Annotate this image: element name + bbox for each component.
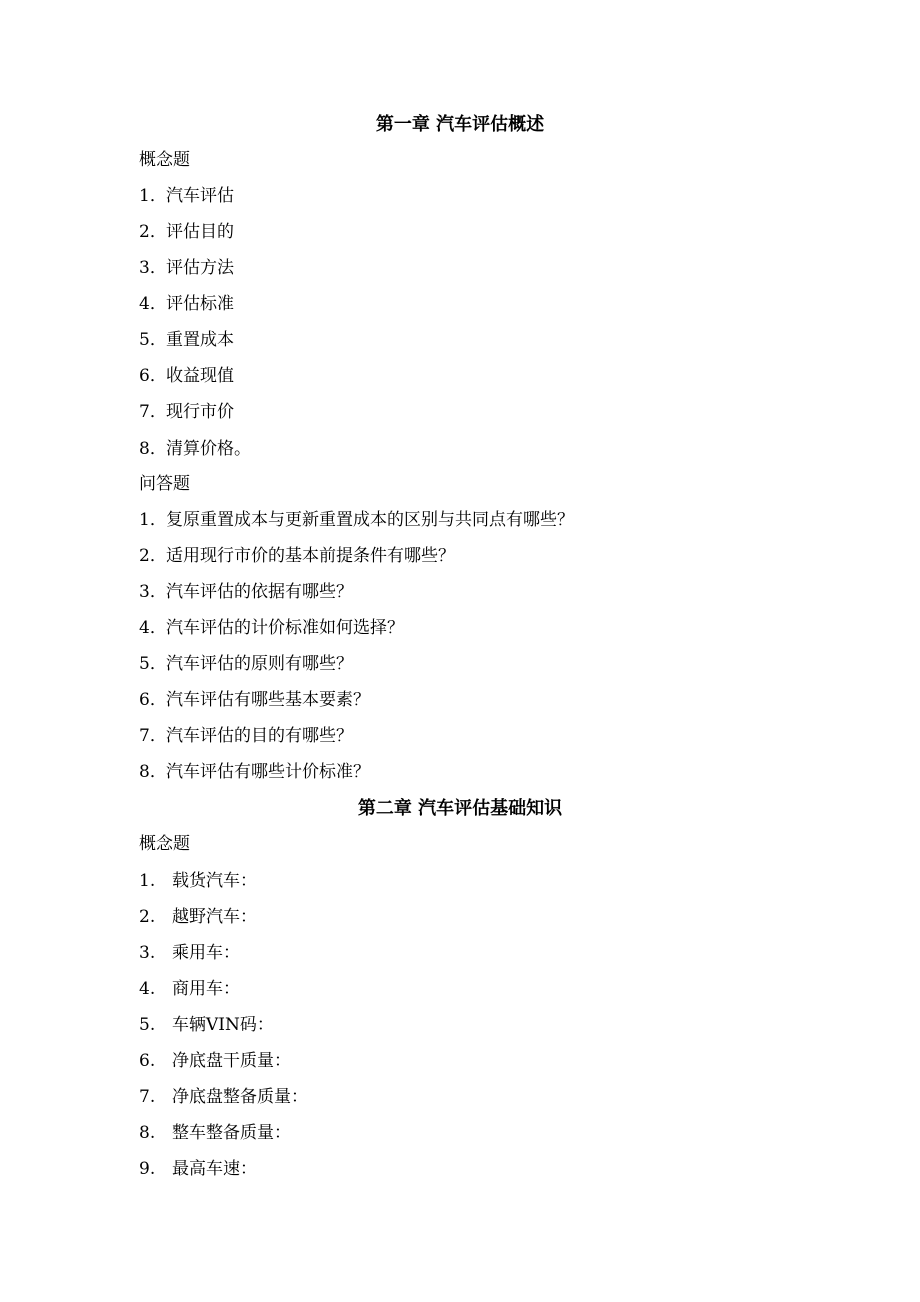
item-number: 8． xyxy=(139,762,167,782)
item-number: 7. xyxy=(139,1087,156,1107)
item-text: 复原重置成本与更新重置成本的区别与共同点有哪些？ xyxy=(166,510,574,530)
item-number: 4. xyxy=(139,979,156,999)
item-number: 7． xyxy=(139,726,167,746)
chapter-1-question-item xyxy=(139,616,404,640)
chapter-2-concept-item xyxy=(139,1013,274,1037)
item-text: 最高车速： xyxy=(172,1159,257,1179)
item-text: 汽车评估的计价标准如何选择？ xyxy=(166,618,404,638)
chapter-1-question-item xyxy=(139,508,574,532)
chapter-1-concept-item xyxy=(139,256,234,280)
item-text: 评估目的 xyxy=(166,222,234,242)
item-text: 汽车评估的依据有哪些？ xyxy=(166,582,353,602)
chapter-1-question-item xyxy=(139,580,353,604)
chapter-1-concepts-heading: 概念题 xyxy=(139,150,190,170)
item-text: 整车整备质量： xyxy=(172,1123,291,1143)
chapter-2-concept-item xyxy=(139,905,257,929)
item-number: 4． xyxy=(139,294,167,314)
item-number: 1. xyxy=(139,871,156,891)
item-text: 载货汽车： xyxy=(172,871,257,891)
item-number: 5. xyxy=(139,1015,156,1035)
item-number: 8． xyxy=(139,439,167,459)
item-number: 6． xyxy=(139,690,167,710)
chapter-2-concepts-heading: 概念题 xyxy=(139,834,190,854)
chapter-1-concept-item xyxy=(139,292,234,316)
chapter-1-question-item xyxy=(139,544,455,568)
chapter-2-concept-item xyxy=(139,941,240,965)
item-text: 越野汽车： xyxy=(172,907,257,927)
chapter-1-concept-item xyxy=(139,220,234,244)
item-text: 评估标准 xyxy=(166,294,234,314)
chapter-1-title: 第一章 汽车评估概述 xyxy=(375,114,545,135)
item-number: 3. xyxy=(139,943,156,963)
chapter-1-question-item xyxy=(139,688,370,712)
item-number: 3． xyxy=(139,258,167,278)
item-text: 汽车评估有哪些基本要素？ xyxy=(166,690,370,710)
chapter-1-concept-item xyxy=(139,400,234,424)
item-number: 9. xyxy=(139,1159,156,1179)
chapter-2-concept-item xyxy=(139,1157,257,1181)
item-number: 2． xyxy=(139,222,167,242)
item-number: 1． xyxy=(139,186,167,206)
item-text: 商用车： xyxy=(172,979,240,999)
chapter-2-concept-item xyxy=(139,1085,308,1109)
chapter-2-title: 第二章 汽车评估基础知识 xyxy=(357,798,563,819)
item-text: 汽车评估 xyxy=(166,186,234,206)
item-text: 现行市价 xyxy=(166,402,234,422)
item-text: 适用现行市价的基本前提条件有哪些？ xyxy=(166,546,455,566)
item-text: 清算价格。 xyxy=(166,439,251,459)
chapter-1-concept-item xyxy=(139,364,234,388)
chapter-2-concept-item xyxy=(139,1049,291,1073)
item-text: 汽车评估的目的有哪些？ xyxy=(166,726,353,746)
chapter-2-concept-item xyxy=(139,1121,291,1145)
item-text: 净底盘整备质量： xyxy=(172,1087,308,1107)
item-number: 2. xyxy=(139,907,156,927)
chapter-1-concept-item xyxy=(139,184,234,208)
item-number: 8. xyxy=(139,1123,156,1143)
item-text: 评估方法 xyxy=(166,258,234,278)
chapter-1-question-item xyxy=(139,724,353,748)
item-number: 6． xyxy=(139,366,167,386)
item-number: 1． xyxy=(139,510,167,530)
item-text: 收益现值 xyxy=(166,366,234,386)
chapter-1-question-item xyxy=(139,652,353,676)
item-number: 7． xyxy=(139,402,167,422)
item-text: 汽车评估的原则有哪些？ xyxy=(166,654,353,674)
item-number: 5． xyxy=(139,330,167,350)
chapter-2-concept-item xyxy=(139,977,240,1001)
chapter-1-question-item xyxy=(139,760,370,784)
item-number: 6. xyxy=(139,1051,156,1071)
item-text: 重置成本 xyxy=(166,330,234,350)
item-number: 2． xyxy=(139,546,167,566)
item-text: 净底盘干质量： xyxy=(172,1051,291,1071)
item-text: 车辆VIN码： xyxy=(172,1015,274,1035)
item-text: 汽车评估有哪些计价标准？ xyxy=(166,762,370,782)
item-number: 3． xyxy=(139,582,167,602)
item-number: 4． xyxy=(139,618,167,638)
item-text: 乘用车： xyxy=(172,943,240,963)
chapter-1-concept-item xyxy=(139,328,234,352)
chapter-2-concept-item xyxy=(139,869,257,893)
chapter-1-concept-item xyxy=(139,437,251,461)
chapter-1-qa-heading: 问答题 xyxy=(139,474,190,494)
item-number: 5． xyxy=(139,654,167,674)
